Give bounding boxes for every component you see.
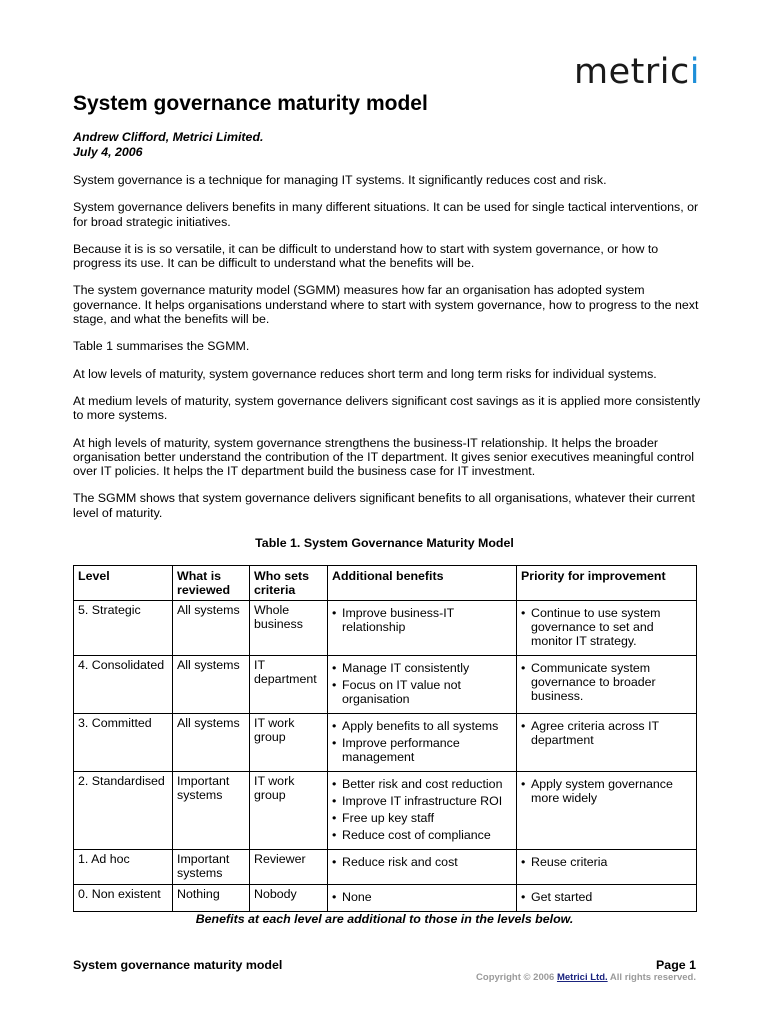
cell-criteria: Reviewer xyxy=(250,850,328,885)
cell-benefits xyxy=(328,601,517,656)
benefits-list xyxy=(332,606,512,634)
cell-level: 5. Strategic xyxy=(74,601,173,656)
table-header-row xyxy=(74,566,697,601)
cell-reviewed: All systems xyxy=(173,714,250,772)
cell-reviewed: Nothing xyxy=(173,885,250,912)
document-title: System governance maturity model xyxy=(73,92,428,115)
author-name: Andrew Clifford, Metrici Limited. xyxy=(73,130,264,144)
cell-level: 3. Committed xyxy=(74,714,173,772)
cell-priority xyxy=(517,885,697,912)
cell-benefits xyxy=(328,885,517,912)
bullet-item: • Manage IT consistently xyxy=(332,661,512,675)
benefits-list xyxy=(332,719,512,764)
author-date: July 4, 2006 xyxy=(73,145,143,159)
bullet-item: • Focus on IT value not organisation xyxy=(332,678,512,706)
priority-list xyxy=(521,719,692,747)
paragraph: Because it is is so versatile, it can be difficult to understand how to start with system governance, or how to progress its use. It can be difficult to understand what the benefits will be. xyxy=(73,241,659,271)
author-block xyxy=(73,130,263,160)
table-row xyxy=(74,885,697,912)
table-row xyxy=(74,850,697,885)
bullet-item: • Reduce cost of compliance xyxy=(332,828,512,842)
table-caption: Table 1. System Governance Maturity Model xyxy=(255,536,514,550)
bullet-item: • Get started xyxy=(521,890,692,904)
table-row xyxy=(74,601,697,656)
cell-criteria: IT work group xyxy=(250,714,328,772)
priority-list xyxy=(521,777,692,805)
cell-reviewed: Important systems xyxy=(173,772,250,850)
paragraph: The system governance maturity model (SGMM) measures how far an organisation has adopted system governance. It helps organisations understand where to start with system governance, how to progress to the next stage, and what the benefits will be. xyxy=(73,283,699,327)
metrici-link[interactable]: Metrici Ltd. xyxy=(556,972,608,983)
priority-list xyxy=(521,890,692,904)
benefits-list xyxy=(332,777,512,842)
cell-benefits xyxy=(328,656,517,714)
cell-benefits xyxy=(328,714,517,772)
maturity-table xyxy=(73,565,697,912)
cell-criteria: IT department xyxy=(250,656,328,714)
paragraph: The SGMM shows that system governance delivers significant benefits to all organisations, whatever their current level of maturity. xyxy=(73,491,695,520)
cell-priority xyxy=(517,714,697,772)
paragraph: System governance delivers benefits in many different situations. It can be used for single tactical interventions, or for broad strategic initiatives. xyxy=(73,200,699,229)
cell-level: 1. Ad hoc xyxy=(74,850,173,885)
cell-priority xyxy=(517,772,697,850)
copyright-notice xyxy=(476,972,696,983)
cell-priority xyxy=(517,850,697,885)
metrici-logo xyxy=(574,52,700,92)
paragraph: At low levels of maturity, system governance reduces short term and long term risks for individual systems. xyxy=(73,366,657,381)
benefits-list xyxy=(332,855,512,869)
table-row xyxy=(74,714,697,772)
bullet-item: • Better risk and cost reduction xyxy=(332,777,512,791)
bullet-item: • None xyxy=(332,890,512,904)
header-reviewed: What is reviewed xyxy=(173,566,250,601)
bullet-item: • Reuse criteria xyxy=(521,855,692,869)
header-priority: Priority for improvement xyxy=(517,566,697,601)
priority-list xyxy=(521,855,692,869)
logo-accent: i xyxy=(689,52,700,92)
bullet-item: • Free up key staff xyxy=(332,811,512,825)
table-note: Benefits at each level are additional to those in the levels below. xyxy=(195,912,574,926)
body-text xyxy=(73,173,703,533)
cell-criteria: IT work group xyxy=(250,772,328,850)
cell-criteria: Whole business xyxy=(250,601,328,656)
cell-reviewed: All systems xyxy=(173,601,250,656)
bullet-item: • Agree criteria across IT department xyxy=(521,719,692,747)
copyright-suffix: All rights reserved. xyxy=(607,972,696,983)
table-row xyxy=(74,772,697,850)
bullet-item: • Reduce risk and cost xyxy=(332,855,512,869)
cell-level: 0. Non existent xyxy=(74,885,173,912)
cell-benefits xyxy=(328,772,517,850)
priority-list xyxy=(521,606,692,648)
header-criteria: Who sets criteria xyxy=(250,566,328,601)
bullet-item: • Communicate system governance to broader business. xyxy=(521,661,692,703)
header-benefits: Additional benefits xyxy=(328,566,517,601)
cell-level: 2. Standardised xyxy=(74,772,173,850)
paragraph: System governance is a technique for managing IT systems. It significantly reduces cost and risk. xyxy=(73,173,607,187)
bullet-item: • Improve IT infrastructure ROI xyxy=(332,794,512,808)
cell-priority xyxy=(517,656,697,714)
paragraph: At high levels of maturity, system governance strengthens the business-IT relationship. It helps the broader organisation better understand the contribution of the IT department. It gives senior executives meaningful control over IT policies. It helps the IT department build the business case for IT investment. xyxy=(73,435,695,479)
cell-level: 4. Consolidated xyxy=(74,656,173,714)
table-row xyxy=(74,656,697,714)
bullet-item: • Improve business-IT relationship xyxy=(332,606,512,634)
priority-list xyxy=(521,661,692,703)
cell-reviewed: All systems xyxy=(173,656,250,714)
paragraph: Table 1 summarises the SGMM. xyxy=(73,339,250,354)
header-level: Level xyxy=(74,566,173,601)
cell-reviewed: Important systems xyxy=(173,850,250,885)
footer-title: System governance maturity model xyxy=(73,958,283,972)
logo-text: metric xyxy=(574,52,690,92)
bullet-item: • Apply system governance more widely xyxy=(521,777,692,805)
bullet-item: • Continue to use system governance to set and monitor IT strategy. xyxy=(521,606,692,648)
copyright-prefix: Copyright © 2006 xyxy=(476,972,557,983)
benefits-list xyxy=(332,661,512,706)
cell-priority xyxy=(517,601,697,656)
cell-benefits xyxy=(328,850,517,885)
bullet-item: • Improve performance management xyxy=(332,736,512,764)
cell-criteria: Nobody xyxy=(250,885,328,912)
benefits-list xyxy=(332,890,512,904)
bullet-item: • Apply benefits to all systems xyxy=(332,719,512,733)
paragraph: At medium levels of maturity, system governance delivers significant cost savings as it is applied more consistently to more systems. xyxy=(73,393,701,423)
page-number: Page 1 xyxy=(656,958,696,972)
